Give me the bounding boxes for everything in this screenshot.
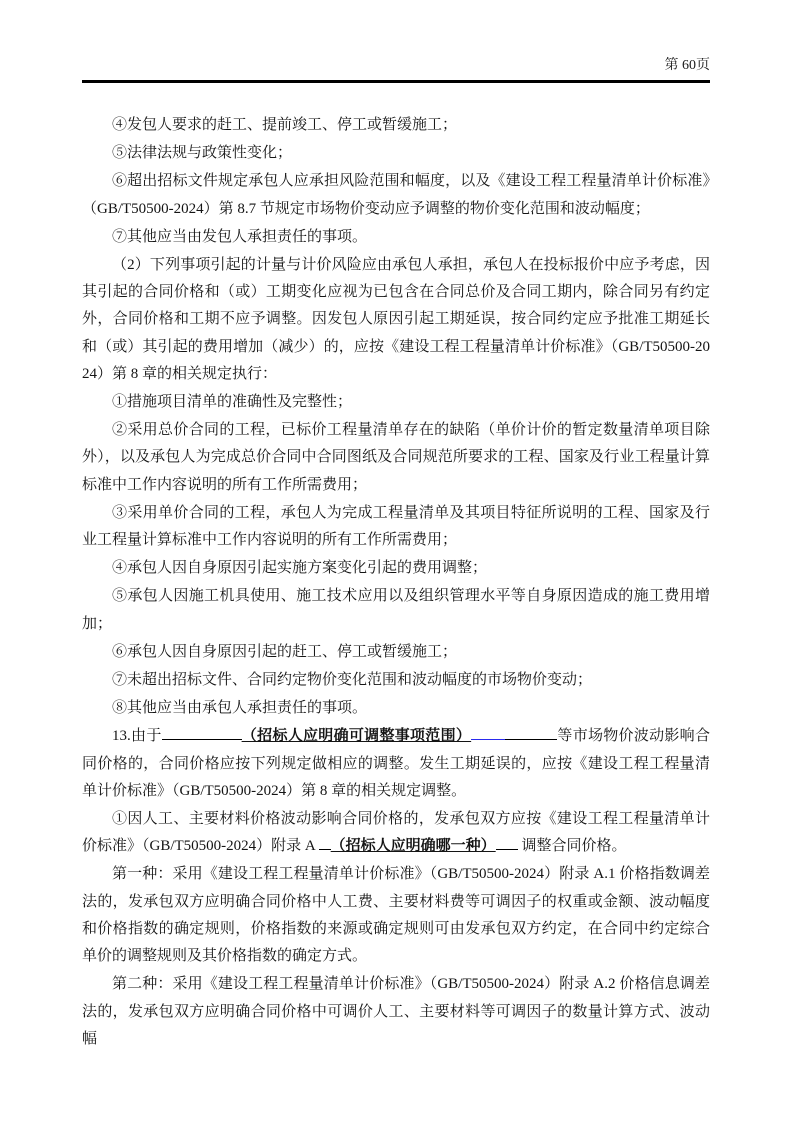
text-run: ⑧其他应当由承包人承担责任的事项。 xyxy=(112,700,368,717)
paragraph xyxy=(82,389,710,416)
paragraph xyxy=(82,112,710,139)
paragraph xyxy=(82,555,710,582)
text-run: ⑦未超出招标文件、合同约定物价变化范围和波动幅度的市场物价变动； xyxy=(112,672,593,689)
text-run: ⑥承包人因自身原因引起的赶工、停工或暂缓施工； xyxy=(112,643,458,660)
paragraph xyxy=(82,639,710,666)
page-header xyxy=(82,56,710,76)
emphasized-text-run: （招标人应明确哪一种） xyxy=(330,838,496,855)
text-run: ④发包人要求的赶工、提前竣工、停工或暂缓施工； xyxy=(112,117,458,133)
text-run: ⑤法律法规与政策性变化； xyxy=(112,145,293,162)
text-run: 第一种：采用《建设工程工程量清单计价标准》（GB/T50500-2024）附录 A.1 价格指数调差法的，发承包双方应明确合同价格中人工费、主要材料费等可调因子的权重或金额、波动幅度和价格指数的确定规则，价格指数的来源或确定规则可由发承包双方约定，在合同中约定综合单价的调整规则及其价格指数的确定方式。 xyxy=(82,866,710,965)
paragraph xyxy=(82,224,710,251)
header-rule xyxy=(82,80,710,83)
text-run: 第二种：采用《建设工程工程量清单计价标准》（GB/T50500-2024）附录 A.2 价格信息调差法的，发承包双方应明确合同价格中可调价人工、主要材料等可调因子的数量计算方式、波动幅 xyxy=(82,976,710,1047)
paragraph xyxy=(82,500,710,554)
text-run: ⑤承包人因施工机具使用、施工技术应用以及组织管理水平等自身原因造成的施工费用增加； xyxy=(82,588,710,632)
paragraph xyxy=(82,861,710,970)
text-run: ①因人工、主要材料价格波动影响合同价格的，发承包双方应按《建设工程工程量清单计价标准》（GB/T50500-2024）附录 A xyxy=(82,811,710,855)
paragraph xyxy=(82,806,710,860)
text-run: ④承包人因自身原因引起实施方案变化引起的费用调整； xyxy=(112,560,488,577)
paragraph xyxy=(82,140,710,167)
text-run: ①措施项目清单的准确性及完整性； xyxy=(112,394,353,411)
paragraph xyxy=(82,417,710,499)
text-run: 13.由于 xyxy=(112,728,162,745)
paragraph xyxy=(82,695,710,722)
text-run: （2）下列事项引起的计量与计价风险应由承包人承担，承包人在投标报价中应予考虑，因其引起的合同价格和（或）工期变化应视为已包含在合同总价及合同工期内，除合同另有约定外，合同价格和工期不应予调整。因发包人原因引起工期延误，按合同约定应予批准工期延长和（或）其引起的费用增加（减少）的，应按《建设工程工程量清单计价标准》（GB/T50500-2024）第 8 章的相关规定执行： xyxy=(82,257,710,382)
text-run: ⑥超出招标文件规定承包人应承担风险范围和幅度，以及《建设工程工程量清单计价标准》（GB/T50500-2024）第 8.7 节规定市场物价变动应予调整的物价变化范围和波动幅度； xyxy=(82,173,710,217)
paragraph xyxy=(82,583,710,637)
page-number-label: 第 60页 xyxy=(664,58,710,73)
fill-in-blank xyxy=(505,723,557,740)
text-run: ②采用总价合同的工程，已标价工程量清单存在的缺陷（单价计价的暂定数量清单项目除外），以及承包人为完成总价合同中合同图纸及合同规范所要求的工程、国家及行业工程量计算标准中工作内容说明的所有工作所需费用； xyxy=(82,422,710,493)
text-run: ⑦其他应当由发包人承担责任的事项。 xyxy=(112,228,368,245)
paragraph xyxy=(82,252,710,388)
text-run: ③采用单价合同的工程，承包人为完成工程量清单及其项目特征所说明的工程、国家及行业工程量计算标准中工作内容说明的所有工作所需费用； xyxy=(82,504,710,549)
text-run: 调整合同价格。 xyxy=(517,838,627,855)
paragraph xyxy=(82,667,710,694)
emphasized-text-run: （招标人应明确可调整事项范围） xyxy=(241,728,472,745)
fill-in-blank xyxy=(162,723,242,740)
paragraph xyxy=(82,723,710,805)
fill-in-blank xyxy=(496,833,518,850)
text-run: 等市场物价波动影响合同价格的，合同价格应按下列规定做相应的调整。发生工期延误的，应按《建设工程工程量清单计价标准》（GB/T50500-2024）第 8 章的相关规定调整。 xyxy=(82,728,710,799)
fill-in-blank xyxy=(319,833,331,850)
paragraph xyxy=(82,971,710,1053)
document-body xyxy=(82,112,710,1054)
paragraph xyxy=(82,168,710,222)
fill-in-blank-blue-marker xyxy=(471,723,505,740)
